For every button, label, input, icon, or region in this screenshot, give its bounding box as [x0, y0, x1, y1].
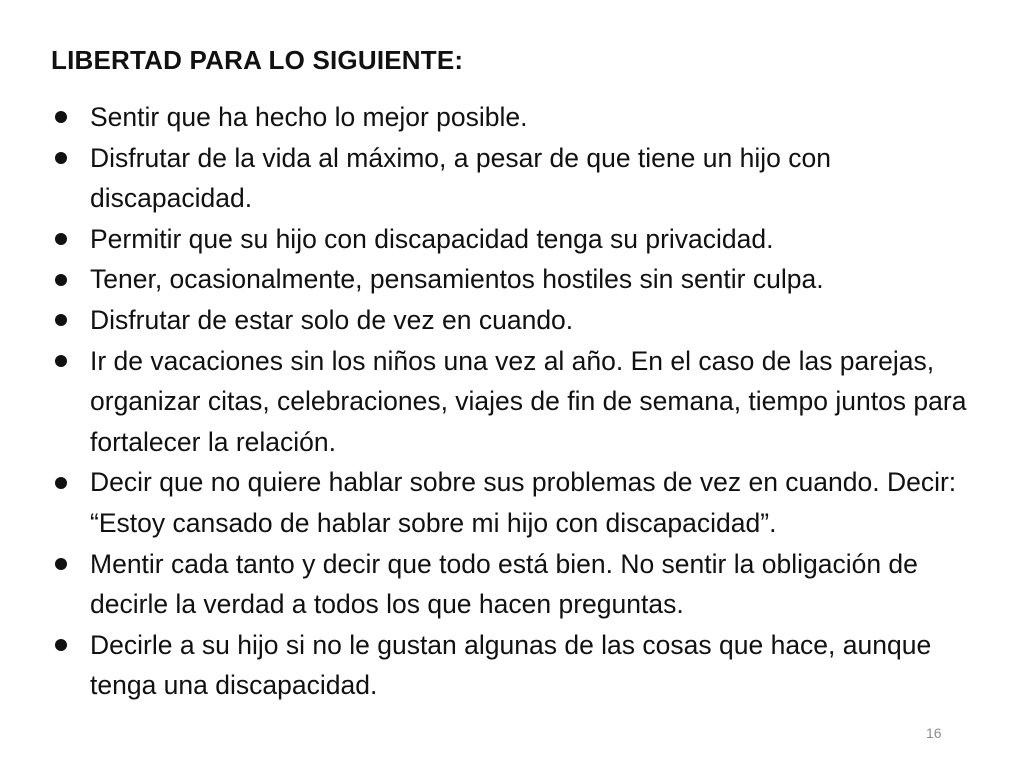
- bullet-icon: [50, 219, 90, 260]
- bullet-text: Decirle a su hijo si no le gustan algunas de las cosas que hace, aunque tenga una discapacidad.: [90, 629, 932, 701]
- bullet-icon: [50, 341, 90, 382]
- bullet-text: Tener, ocasionalmente, pensamientos hostiles sin sentir culpa.: [90, 264, 824, 295]
- bullet-item: [50, 300, 990, 341]
- bullet-text: Mentir cada tanto y decir que todo está bien. No sentir la obligación de decirle la verdad a todos los que hacen preguntas.: [90, 548, 918, 620]
- bullet-text: Permitir que su hijo con discapacidad tenga su privacidad.: [90, 223, 774, 254]
- bullet-icon: [50, 625, 90, 666]
- bullet-icon: [50, 544, 90, 585]
- bullet-icon: [50, 462, 90, 503]
- bullet-text: Sentir que ha hecho lo mejor posible.: [90, 102, 528, 132]
- bullet-item: [50, 219, 990, 260]
- bullet-text: Ir de vacaciones sin los niños una vez al año. En el caso de las parejas, organizar citas, celebraciones, viajes de fin de semana, tiempo juntos para fortalecer la relación.: [90, 345, 967, 457]
- bullet-text: Decir que no quiere hablar sobre sus problemas de vez en cuando. Decir: “Estoy cansado de hablar sobre mi hijo con discapacidad”.: [90, 467, 957, 538]
- bullet-list: [50, 97, 990, 706]
- bullet-icon: [50, 259, 90, 300]
- slide-heading: LIBERTAD PARA LO SIGUIENTE:: [51, 45, 464, 75]
- bullet-item: [50, 544, 990, 625]
- bullet-text: Disfrutar de estar solo de vez en cuando.: [90, 304, 574, 335]
- bullet-text: Disfrutar de la vida al máximo, a pesar de que tiene un hijo con discapacidad.: [90, 142, 831, 214]
- bullet-icon: [50, 138, 90, 179]
- bullet-item: [50, 341, 990, 463]
- bullet-item: [50, 138, 990, 219]
- page-number: 16: [926, 725, 942, 741]
- bullet-item: [50, 462, 990, 543]
- bullet-item: [50, 259, 990, 300]
- bullet-icon: [50, 97, 90, 138]
- bullet-item: [50, 625, 990, 706]
- bullet-item: [50, 97, 990, 138]
- bullet-icon: [50, 300, 90, 341]
